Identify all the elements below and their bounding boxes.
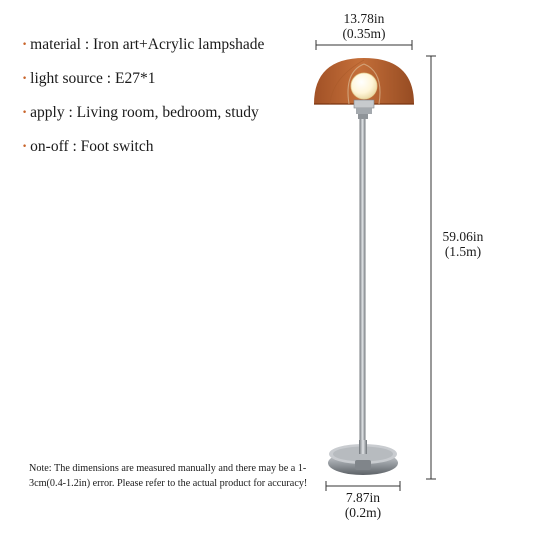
- spec-material-text: material : Iron art+Acrylic lampshade: [30, 36, 265, 53]
- lamp-pole: [360, 118, 366, 446]
- spec-switch-text: on-off : Foot switch: [30, 138, 154, 155]
- base-in: 7.87in: [345, 490, 381, 505]
- height-dimension-label: [432, 229, 494, 259]
- spec-light-source-text: light source : E27*1: [30, 70, 156, 87]
- width-in: 13.78in: [343, 11, 385, 26]
- width-dimension-label: [318, 11, 410, 41]
- spec-apply-text: apply : Living room, bedroom, study: [30, 104, 259, 121]
- lamp-base: [328, 440, 398, 475]
- height-dimension-line: [426, 56, 436, 479]
- height-in: 59.06in: [442, 229, 484, 244]
- bullet-icon: ·: [22, 104, 28, 121]
- lamp-socket: [354, 100, 374, 119]
- bullet-icon: ·: [22, 36, 28, 53]
- bullet-icon: ·: [22, 138, 28, 155]
- base-m: (0.2m): [344, 505, 382, 520]
- width-m: (0.35m): [342, 26, 386, 41]
- width-dimension-line: [316, 40, 412, 50]
- bulb-icon: [351, 73, 377, 99]
- base-dimension-label: [334, 490, 392, 520]
- disclaimer-note: Note: The dimensions are measured manually and there may be a 1-3cm(0.4-1.2in) error. Please refer to the actual product for accuracy!: [29, 463, 308, 489]
- bullet-icon: ·: [22, 70, 28, 87]
- height-m: (1.5m): [444, 244, 482, 259]
